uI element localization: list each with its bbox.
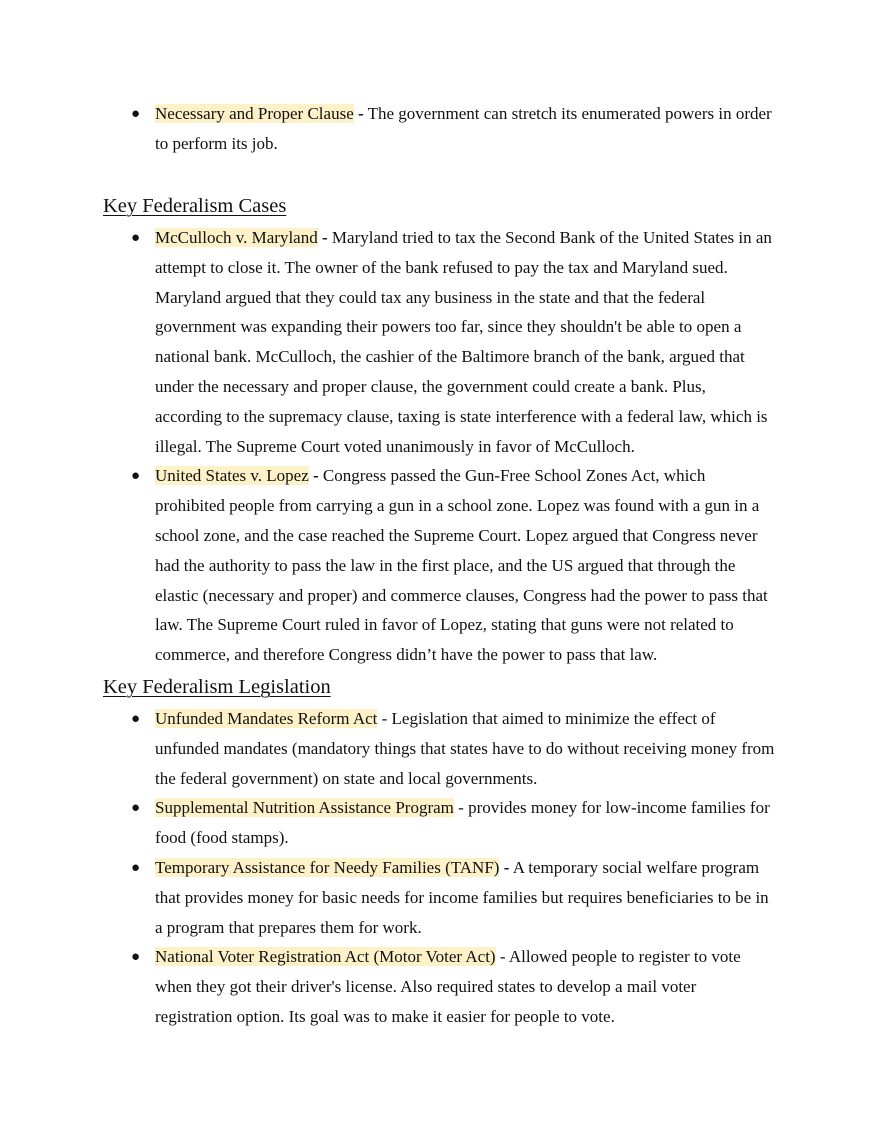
term-description: Allowed people to register to vote when they got their driver's license. Also required states to develop a mail voter registration option. Its goal was to make it easier for people to vote. xyxy=(155,947,741,1026)
list-item xyxy=(103,793,803,853)
bullet-icon: ● xyxy=(131,859,141,876)
cases-list xyxy=(103,223,803,670)
term-description: Legislation that aimed to minimize the effect of unfunded mandates (mandatory things that states have to do without receiving money from the federal government) on state and local governments. xyxy=(155,709,775,788)
highlighted-term: Temporary Assistance for Needy Families (TANF) xyxy=(155,857,500,877)
list-item-text xyxy=(155,793,777,853)
term-separator: - xyxy=(321,228,328,247)
legislation-items xyxy=(103,704,803,1032)
cases-items xyxy=(103,223,803,670)
term-separator: - xyxy=(358,104,364,123)
list-item-text xyxy=(155,461,777,670)
section-heading-legislation: Key Federalism Legislation xyxy=(103,676,331,698)
intro-items xyxy=(103,99,803,159)
term-description: Maryland tried to tax the Second Bank of the United States in an attempt to close it. The owner of the bank refused to pay the tax and Maryland sued. Maryland argued that they could tax any business in the state and that the federal government was expanding their powers too far, since they shouldn't be able to open a national bank. McCulloch, the cashier of the Baltimore branch of the bank, argued that under the necessary and proper clause, the government could create a bank. Plus, according to the supremacy clause, taxing is state interference with a federal law, which is illegal. The Supreme Court voted unanimously in favor of McCulloch. xyxy=(155,228,772,456)
term-description: A temporary social welfare program that provides money for basic needs for income families but requires beneficiaries to be in a program that prepares them for work. xyxy=(155,857,769,937)
term-separator: - xyxy=(313,466,319,486)
list-item-text xyxy=(155,853,777,942)
legislation-list xyxy=(103,704,803,1032)
highlighted-term: Unfunded Mandates Reform Act xyxy=(155,709,378,728)
section-heading-cases: Key Federalism Cases xyxy=(103,195,287,217)
list-item xyxy=(103,942,803,1031)
bullet-icon: ● xyxy=(131,468,141,485)
highlighted-term: Supplemental Nutrition Assistance Program xyxy=(155,798,454,818)
bullet-icon: ● xyxy=(131,949,141,966)
term-separator: - xyxy=(499,947,506,967)
list-item-text xyxy=(155,942,777,1031)
bullet-icon: ● xyxy=(131,800,141,817)
bullet-icon: ● xyxy=(131,711,141,727)
list-item-text xyxy=(155,704,777,793)
highlighted-term: National Voter Registration Act (Motor Voter Act) xyxy=(155,947,496,967)
list-item xyxy=(103,853,803,942)
list-item xyxy=(103,461,803,670)
term-description: provides money for low-income families for food (food stamps). xyxy=(155,798,770,848)
bullet-icon: ● xyxy=(131,106,141,122)
list-item-text xyxy=(155,223,777,461)
list-item xyxy=(103,223,803,461)
highlighted-term: McCulloch v. Maryland xyxy=(155,228,318,247)
term-description: Congress passed the Gun-Free School Zones Act, which prohibited people from carrying a gun in a school zone. Lopez was found with a gun in a school zone, and the case reached the Supreme Court. Lopez argued that Congress never had the authority to pass the law in the first place, and the US argued that through the elastic (necessary and proper) and commerce clauses, Congress had the power to pass that law. The Supreme Court ruled in favor of Lopez, stating that guns were not related to commerce, and therefore Congress didn’t have the power to pass that law. xyxy=(155,466,768,665)
intro-list xyxy=(103,99,803,159)
bullet-icon: ● xyxy=(131,230,141,246)
list-item xyxy=(103,704,803,793)
term-separator: - xyxy=(503,857,510,877)
term-description: The government can stretch its enumerated powers in order to perform its job. xyxy=(155,104,772,153)
term-separator: - xyxy=(458,798,464,818)
term-separator: - xyxy=(381,709,388,728)
highlighted-term: United States v. Lopez xyxy=(155,466,309,486)
list-item xyxy=(103,99,803,159)
highlighted-term: Necessary and Proper Clause xyxy=(155,104,354,123)
list-item-text xyxy=(155,99,777,159)
